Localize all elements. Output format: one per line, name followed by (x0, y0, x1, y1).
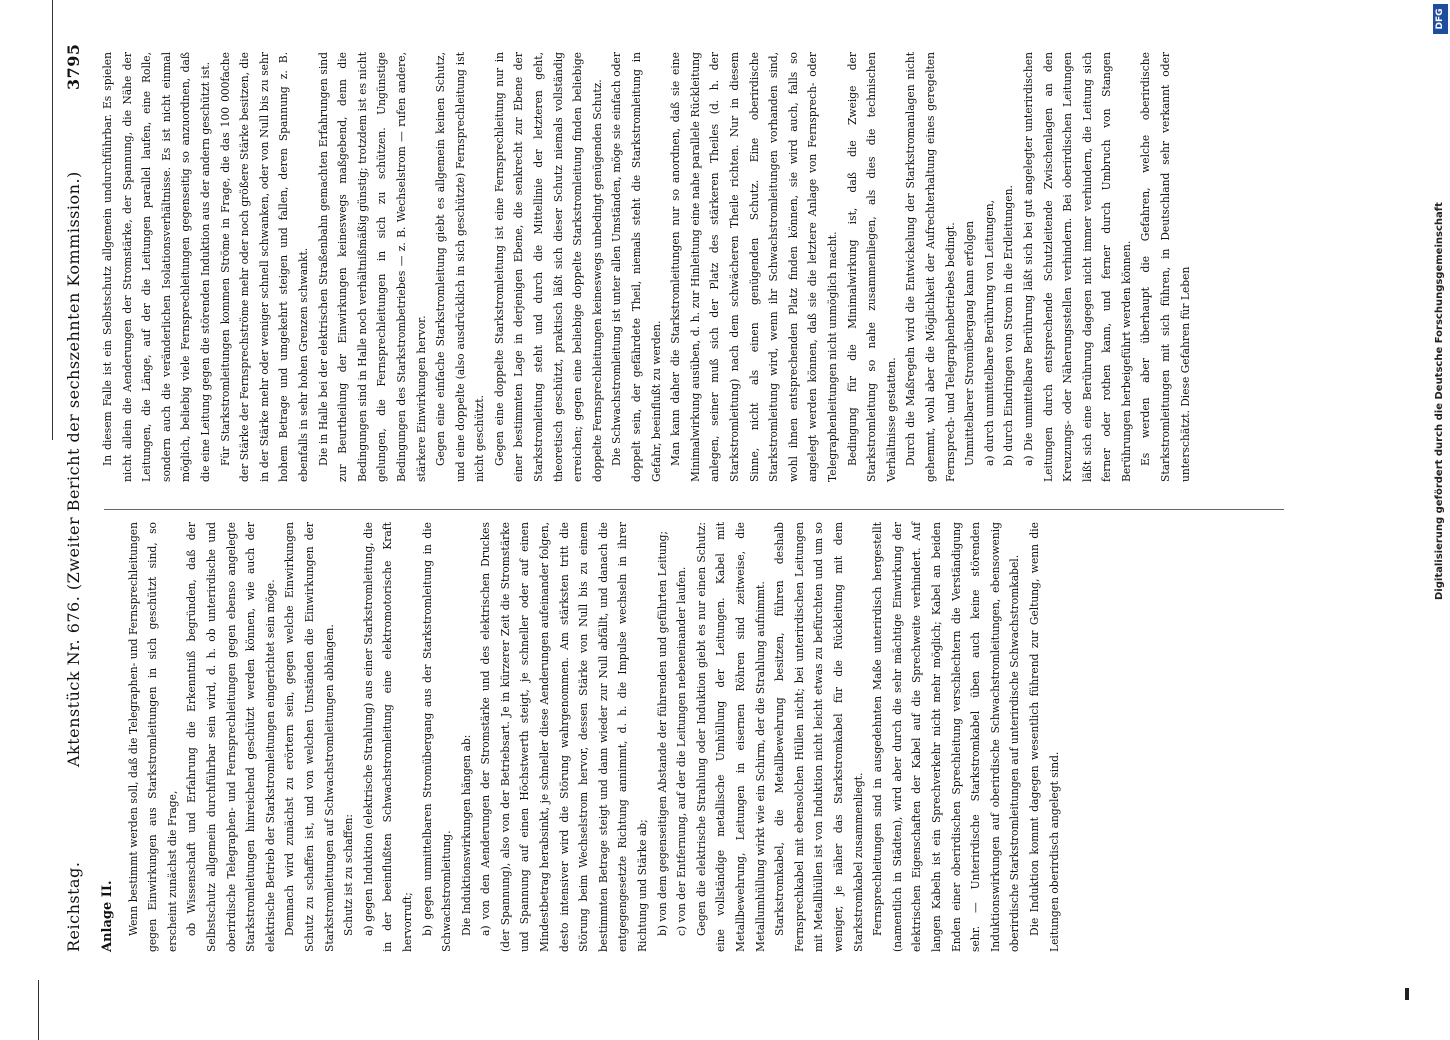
dfg-logo: DFG (1433, 4, 1448, 34)
column-divider (104, 509, 1284, 510)
paragraph: Die Schwachstromleitung ist unter allen Umständen, möge sie einfach oder doppelt sein, der gefährdete Theil, niemals steht die Starkstromleitung in Gefahr, beeinflußt zu werden. (610, 52, 663, 482)
paragraph: Starkstromkabel, die Metallbewehrung besitzen, führen deshalb Fernsprechkabel mit ebensolchen Hüllen nicht; bei unterirdischen Leitungen mit Metallhüllen ist von Induktion nicht leicht etwas zu befürchten und um so weniger, je näher das Starkstromkabel für die Rückleitung mit dem Starkstromkabel zusammenliegt. (773, 522, 865, 952)
paragraph: c) von der Entfernung, auf der die Leitungen nebeneinander laufen. (675, 566, 689, 936)
footer-rotated (1432, 0, 1450, 1000)
paragraph: Für Starkstromleitungen kommen Ströme in Frage, die das 100 000fache der Stärke der Fernsprechströme mehr oder noch größere Stärke besitzen, die in der Stärke mehr oder weniger schnell schwanken, oder von Null bis zu sehr hohem Betrage und umgekehrt steigen und fallen, deren Spannung z. B. ebenfalls in sehr hohen Grenzen schwankt. (218, 52, 310, 482)
paragraph: In diesem Falle ist ein Selbstschutz allgemein undurchführbar. Es spielen nicht allein die Aenderungen der Stromstärke, der Spannung, die Nähe der Leitungen, die Länge, auf der die Leitungen parallel laufen, eine Rolle, sondern auch die veränderlichen Isolationsverhältnisse. Es ist nicht einmal möglich, beliebig viele Fernsprechleitungen gegenseitig so anzuordnen, daß die eine Leitung gegen die störenden Induktion aus der andern geschützt ist. (101, 52, 212, 482)
paragraph: Durch die Maßregeln wird die Entwickelung der Starkstromanlagen nicht gehemmt, wohl aber die Möglichkeit der Aufrechterhaltung eines geregelten Fernsprech- und Telegraphenbetriebes bedingt. (904, 52, 957, 482)
header-left: Reichstag. (64, 861, 83, 952)
paragraph: Fernsprechleitungen sind in ausgedehnten Maße unterirdisch hergestellt (namentlich in Städten), wird aber durch die sehr mächtige Einwirkung der elektrischen Eigenschaften der Kabel auf die Sprechweite verhindert. Auf langen Kabeln ist ein Sprechverkehr nicht mehr möglich; Kabel an beiden Enden einer oberirdischen Sprechleitung verschlechtern die Verständigung sehr. — Unterirdische Starkstromkabel üben auch keine störenden Induktionswirkungen auf oberirdische Schwachstromleitungen, ebensowenig oberirdische Starkstromleitungen auf unterirdische Schwachstromkabel. (871, 522, 1022, 952)
paragraph: b) durch Eindringen von Strom in die Erdleitungen. (1002, 185, 1016, 466)
paragraph: a) gegen Induktion (elektrische Strahlung) aus einer Starkstromleitung, die in der beeinflußten Schwachstromleitung eine elektromotorische Kraft hervorruft; (361, 522, 414, 952)
appendix-title: Anlage II. (100, 880, 115, 952)
paragraph: a) durch unmittelbare Berührung von Leitungen, (982, 199, 996, 466)
paragraph: Gegen eine doppelte Starkstromleitung ist eine Fernsprechleitung nur in einer bestimmten Lage in derjenigen Ebene, die senkrecht zur Ebene der Starkstromleitung steht und durch die Mittellinie der letzteren geht, theoretisch geschützt, praktisch läßt sich dieser Schutz niemals vollständig erreichen; gegen eine beliebige doppelte Starkstromleitung finden beliebige doppelte Fernsprechleitungen keineswegs unbedingt genügenden Schutz. (492, 52, 604, 482)
paragraph: Wenn bestimmt werden soll, daß die Telegraphen- und Fernsprechleitungen gegen Einwirkungen aus Starkstromleitungen in sich geschützt sind, so erscheint zunächst die Frage, (126, 522, 179, 952)
section-heading: Unmittelbarer Stromübergang kann erfolgen (963, 220, 977, 466)
page-header (62, 43, 92, 952)
paragraph: Man kann daher die Starkstromleitungen nur so anordnen, daß sie eine Minimalwirkung ausüben, d. h. zur Hinleitung eine nahe parallele Rückleitung anlegen, seiner muß sich der Platz des stärkeren Theiles (d. h. der Starkstromleitung) nach dem schwächeren Theile richten. Nur in diesem Sinne, nicht als einen genügenden Schutz. Eine oberirdische Starkstromleitung wird, wenn ihr Schwachstromleitungen vorhanden sind, wohl ihnen entsprechenden Platz finden können, sie wird auch, falls so angelegt werden können, daß sie die letztere Anlage von Fernsprech- oder Telegraphenleitungen nicht unmöglich macht. (669, 52, 839, 482)
digitization-footer (1414, 0, 1445, 1000)
paragraph: Schutz ist zu schaffen: (342, 813, 356, 936)
paragraph: Bedingung für die Minimalwirkung ist, daß die Zweige der Starkstromleitung so nahe zusammenliegen, als dies die technischen Verhältnisse gestatten. (845, 52, 898, 482)
paragraph: Die in Halle bei der elektrischen Straßenbahn gemachten Erfahrungen sind zur Beurtheilung der Einwirkungen keineswegs maßgebend, denn die Bedingungen sind in Halle noch verhältnißmäßig günstig; trotzdem ist es nicht gelungen, die Fernsprechleitungen in sich zu schützen. Ungünstige Bedingungen des Starkstrombetriebes — z. B. Wechselstrom — rufen andere, stärkere Einwirkungen hervor. (316, 52, 428, 482)
header-rule-left (38, 980, 39, 1040)
column-left (98, 522, 1348, 952)
paragraph: Gegen die elektrische Strahlung oder Induktion giebt es nur einen Schutz: eine vollständige metallische Umhüllung der Leitungen. Kabel mit Metallbewehrung, Leitungen in eisernen Röhren sind zeitweise, die Metallumhüllung wirkt wie ein Schirm, der die Strahlung aufnimmt. (694, 522, 767, 952)
header-title: Aktenstück Nr. 676. (Zweiter Bericht der sechszehnten Kommission.) (64, 171, 83, 767)
paragraph: b) von dem gegenseitigen Abstande der führenden und geführten Leitung; (655, 530, 669, 936)
paragraph: ob Wissenschaft und Erfahrung die Erkenntniß begründen, daß der Selbstschutz allgemein durchführbar sein wird, d. h. ob unterirdische und oberirdische Telegraphen- und Fernsprechleitungen gegen ebenso angelegte Starkstromleitungen hinreichend geschützt werden können, wie auch der elektrische Betrieb der Starkstromleitungen eingerichtet sein möge. (185, 522, 277, 952)
paragraph: Es werden aber überhaupt die Gefahren, welche oberirdische Starkstromleitungen mit sich führen, in Deutschland sehr verkannt oder unterschätzt. Diese Gefahren für Leben (1139, 52, 1192, 482)
dfg-credit: Digitalisierung gefördert durch die Deutsche Forschungsgemeinschaft (1434, 202, 1445, 600)
paragraph: a) Die unmittelbare Berührung läßt sich bei gut angelegter unterirdischen Leitungen durch entsprechende Schutzleitende Zwischenlagen an den Kreuzungs- oder Näherungsstellen verhindern. Bei oberirdischen Leitungen läßt sich eine Berührung dagegen nicht immer verhindern, die Leitung sich ferner oder rothen kann, und ferner durch Umbruch von Stangen Berührungen herbeigeführt werden können. (1021, 52, 1133, 482)
paragraph: Gegen eine einfache Starkstromleitung giebt es allgemein keinen Schutz, und eine doppelte (also ausdrücklich in sich geschützte) Fernsprechleitung ist nicht geschützt. (434, 52, 487, 482)
paragraph: Demnach wird zunächst zu erörtern sein, gegen welche Einwirkungen Schutz zu schaffen ist, und von welchen Umständen die Einwirkungen der Starkstromleitungen auf Schwachstromleitungen abhängen. (283, 522, 336, 952)
header-rule-top (52, 0, 53, 440)
page-number: 3795 (64, 43, 83, 90)
paragraph: b) gegen unmittelbaren Stromübergang aus der Starkstromleitung in die Schwachstromleitung. (420, 522, 454, 952)
paragraph: Die Induktion kommt dagegen wesentlich führend zur Geltung, wenn die Leitungen oberirdisch angelegt sind. (1027, 522, 1061, 952)
paragraph: Die Induktionswirkungen hängen ab: (459, 734, 473, 936)
paragraph: a) von den Aenderungen der Stromstärke und des elektrischen Druckes (der Spannung), also von der Betriebsart. Je in kürzerer Zeit die Stromstärke und Spannung auf einen Höchstwerth steigt, je schneller oder auf einen Mindestbetrag herabsinkt, je schneller diese Aenderungen aufeinander folgen, desto intensiver wird die Störung wahrgenommen. Am stärksten tritt die Störung beim Wechselstrom hervor, dessen Stärke von Null bis zu einem bestimmten Betrage steigt und dann wieder zur Null abfällt, und danach die entgegengesetzte Richtung annimmt, d. h. die Impulse wechseln in ihrer Richtung und Stärke ab; (479, 522, 650, 952)
scan-mark (1405, 988, 1409, 1000)
column-right (98, 52, 1348, 482)
